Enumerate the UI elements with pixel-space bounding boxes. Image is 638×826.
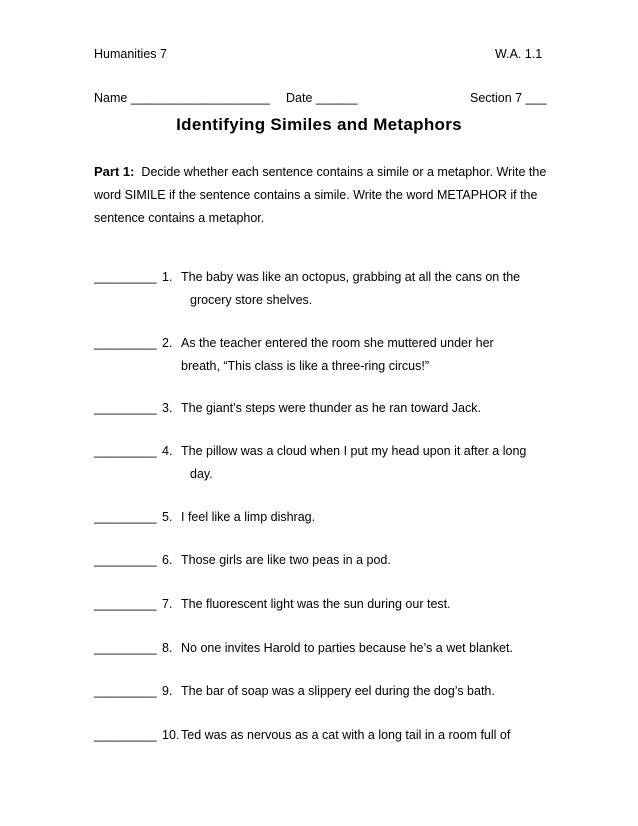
answer-blank: _________ [94,641,157,655]
assignment-code: W.A. 1.1 [495,47,543,61]
answer-blank: _________ [94,510,157,524]
question-text: The bar of soap was a slippery eel during the dog’s bath. [181,684,495,698]
question-number: 5. [162,510,173,524]
question-number: 9. [162,684,173,698]
instructions-text: Decide whether each sentence contains a simile or a metaphor. Write the word SIMILE if the sentence contains a simile. Write the word METAPHOR if the sentence contains a metaphor. [94,165,547,225]
date-field: Date ______ [286,91,358,105]
course-name: Humanities 7 [94,47,167,61]
page-title: Identifying Similes and Metaphors [176,115,462,134]
question-number: 8. [162,641,173,655]
answer-blank: _________ [94,401,157,415]
part-label: Part 1: [94,164,135,179]
question-number: 2. [162,336,173,350]
answer-blank: _________ [94,444,157,458]
question-text: The baby was like an octopus, grabbing at all the cans on the [181,270,521,284]
question-number: 7. [162,597,173,611]
question-continuation: grocery store shelves. [190,293,313,307]
question-number: 6. [162,553,173,567]
question-text: The giant’s steps were thunder as he ran toward Jack. [181,401,481,415]
question-number: 10. [162,728,180,742]
answer-blank: _________ [94,728,157,742]
question-number: 3. [162,401,173,415]
answer-blank: _________ [94,597,157,611]
question-text: As the teacher entered the room she muttered under her [181,336,494,350]
question-text: I feel like a limp dishrag. [181,510,316,524]
question-continuation: breath, “This class is like a three-ring circus!” [181,359,429,373]
instructions [94,160,564,230]
question-text: The pillow was a cloud when I put my head upon it after a long [181,444,527,458]
answer-blank: _________ [94,684,157,698]
answer-blank: _________ [94,336,157,350]
answer-blank: _________ [94,270,157,284]
name-field: Name ____________________ [94,91,270,105]
question-number: 1. [162,270,173,284]
question-text: The fluorescent light was the sun during our test. [181,597,451,611]
section-field: Section 7 ___ [470,91,547,105]
question-text: No one invites Harold to parties because he’s a wet blanket. [181,641,513,655]
question-number: 4. [162,444,173,458]
answer-blank: _________ [94,553,157,567]
question-continuation: day. [190,467,213,481]
question-text: Those girls are like two peas in a pod. [181,553,391,567]
question-text: Ted was as nervous as a cat with a long tail in a room full of [181,728,511,742]
